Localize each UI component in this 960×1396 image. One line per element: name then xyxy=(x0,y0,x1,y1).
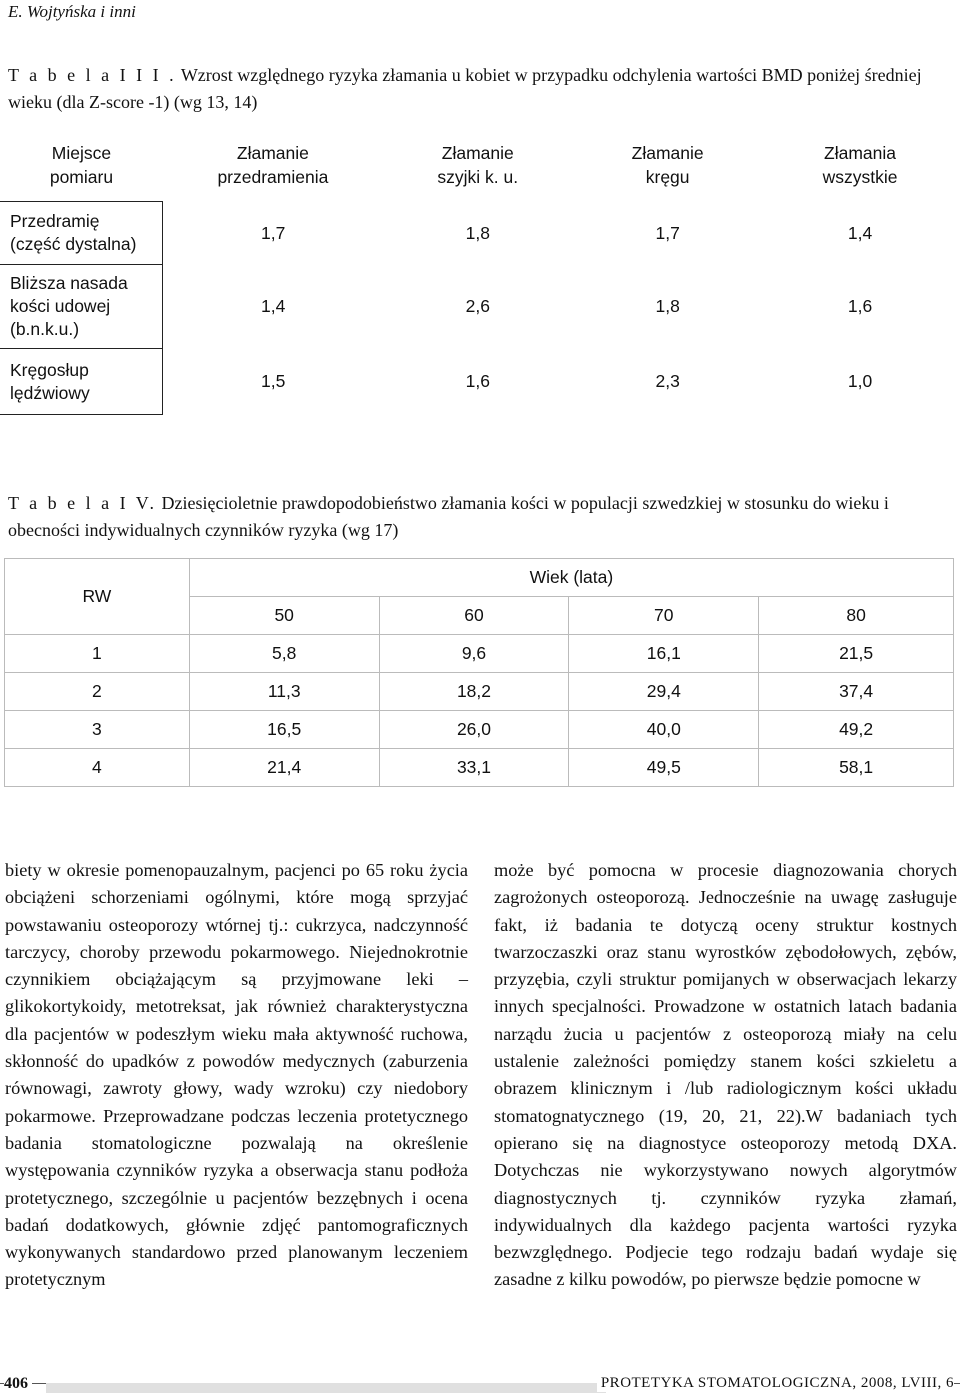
table3-header-cell: Złamanie szyjki k. u. xyxy=(437,142,519,187)
table-cell: 5,8 xyxy=(189,635,379,673)
table-cell: 1,4 xyxy=(260,296,286,316)
table-cell: 1,0 xyxy=(847,371,873,391)
table-cell: 11,3 xyxy=(189,673,379,711)
table3-label: T a b e l a I I I . xyxy=(8,65,177,85)
table-cell: 1,5 xyxy=(260,371,286,391)
age-cell: 60 xyxy=(379,597,569,635)
table-cell: 49,5 xyxy=(569,749,759,787)
table-cell: 16,5 xyxy=(189,711,379,749)
table-cell: 2,3 xyxy=(655,371,680,391)
table-cell: 21,4 xyxy=(189,749,379,787)
table-cell: 1,8 xyxy=(465,222,490,243)
table4-caption xyxy=(8,490,953,544)
table-cell: 18,2 xyxy=(379,673,569,711)
row-label: Przedramię (część dystalna) xyxy=(0,202,163,265)
table4-label: T a b e l a I V. xyxy=(8,493,157,513)
table4-caption-text: Dziesięcioletnie prawdopodobieństwo złamania kości w populacji szwedzkiej w stosunku do wieku i obecności indywidualnych czynników ryzyka (wg 17) xyxy=(8,493,889,540)
row-label: Kręgosłup lędźwiowy xyxy=(0,349,163,415)
table-cell: 2,6 xyxy=(465,296,490,316)
table-cell: 1,8 xyxy=(655,296,680,316)
table-cell: 40,0 xyxy=(569,711,759,749)
page-number: 406 xyxy=(4,1375,32,1393)
table-cell: 37,4 xyxy=(759,673,954,711)
table3-caption xyxy=(8,62,953,116)
rw-cell: 1 xyxy=(5,635,190,673)
table-cell: 21,5 xyxy=(759,635,954,673)
table-cell: 58,1 xyxy=(759,749,954,787)
age-header: Wiek (lata) xyxy=(189,559,953,597)
row-label: Bliższa nasada kości udowej (b.n.k.u.) xyxy=(0,265,163,349)
age-cell: 70 xyxy=(569,597,759,635)
table3 xyxy=(0,128,958,415)
table3-header-cell: Złamanie przedramienia xyxy=(217,142,329,187)
table3-header-cell: Złamania wszystkie xyxy=(822,142,898,187)
table-cell: 1,6 xyxy=(465,371,490,391)
rw-header: RW xyxy=(5,559,190,635)
table-cell: 9,6 xyxy=(379,635,569,673)
running-head: E. Wojtyńska i inni xyxy=(8,2,136,21)
table-row xyxy=(5,673,954,711)
table-cell: 1,6 xyxy=(847,296,873,316)
table-cell: 1,7 xyxy=(260,222,286,243)
rw-cell: 2 xyxy=(5,673,190,711)
table-row xyxy=(5,711,954,749)
table4 xyxy=(4,558,954,787)
table-cell: 33,1 xyxy=(379,749,569,787)
table-cell: 1,4 xyxy=(847,222,873,243)
age-cell: 50 xyxy=(189,597,379,635)
table-row xyxy=(0,349,958,415)
table-row xyxy=(5,635,954,673)
table-cell: 49,2 xyxy=(759,711,954,749)
table-cell: 29,4 xyxy=(569,673,759,711)
rw-cell: 3 xyxy=(5,711,190,749)
table-cell: 26,0 xyxy=(379,711,569,749)
body-text-right-column: może być pomocna w procesie diagnozowania chorych zagrożonych osteoporozą. Jednocześnie na uwagę zasługuje fakt, iż badania te dotyczą oceny struktur kostnych twarzoczaszki oraz stanu wyrostków zębodołowych, zębów, przyzębia, czyli struktur pomijanych w obserwacjach lekarzy innych specjalności. Prowadzone w ostatnich latach badania narządu żucia u pacjentów z osteoporozą miały na celu ustalenie zależności pomiędzy stanem kości szkieletu a obrazem klinicznym i /lub radiologicznym kości układu stomatognatycznego (19, 20, 21, 22).W badaniach tych opierano się na diagnostyce osteoporozy metodą DXA. Dotychczas nie wykorzystywano nowych algorytmów diagnostycznych tj. czynników ryzyka złamań, indywidualnych dla każdego pacjenta wartości ryzyka bezwzględnego. Podjecie tego rodzaju badań wydaje się zasadne z kilku powodów, po pierwsze będzie pomocne w xyxy=(494,860,957,1290)
table-row xyxy=(0,265,958,349)
table3-header-cell: Złamanie kręgu xyxy=(631,142,704,187)
table3-caption-text: Wzrost względnego ryzyka złamania u kobiet w przypadku odchylenia wartości BMD poniżej średniej wieku (dla Z-score -1) (wg 13, 14) xyxy=(8,65,922,112)
table-cell: 16,1 xyxy=(569,635,759,673)
table-cell: 1,7 xyxy=(655,222,680,243)
rw-cell: 4 xyxy=(5,749,190,787)
table3-header-cell: Miejsce pomiaru xyxy=(49,142,114,187)
table-row xyxy=(5,749,954,787)
table4-header-row xyxy=(5,559,954,597)
journal-name: PROTETYKA STOMATOLOGICZNA, 2008, LVIII, 6 xyxy=(597,1375,954,1392)
table3-header-row xyxy=(0,128,958,202)
footer-bar xyxy=(46,1383,606,1393)
age-cell: 80 xyxy=(759,597,954,635)
table-row xyxy=(0,202,958,265)
body-text-left-column: biety w okresie pomenopauzalnym, pacjenci po 65 roku życia obciążeni schorzeniami ogólnymi, które mogą sprzyjać powstawaniu osteoporozy wtórnej tj.: cukrzyca, nadczynność tarczycy, choroby przewodu pokarmowego. Niejednokrotnie czynnikiem obciążającym są przyjmowane leki – glikokortykoidy, metotreksat, jak również charakterystyczna dla pacjentów w podeszłym wieku mała aktywność ruchowa, skłonność do upadków z powodów medycznych (zaburzenia równowagi, zawroty głowy, wady wzroku) czy niedobory pokarmowe. Przeprowadzane podczas leczenia protetycznego badania stomatologiczne pozwalają na określenie występowania czynników ryzyka a obserwacja stanu podłoża protetycznego, szczególnie u pacjentów bezzębnych i ocena badań dodatkowych, głównie zdjęć pantomograficznych wykonywanych standardowo przed planowanym leczeniem protetycznym xyxy=(5,860,468,1290)
